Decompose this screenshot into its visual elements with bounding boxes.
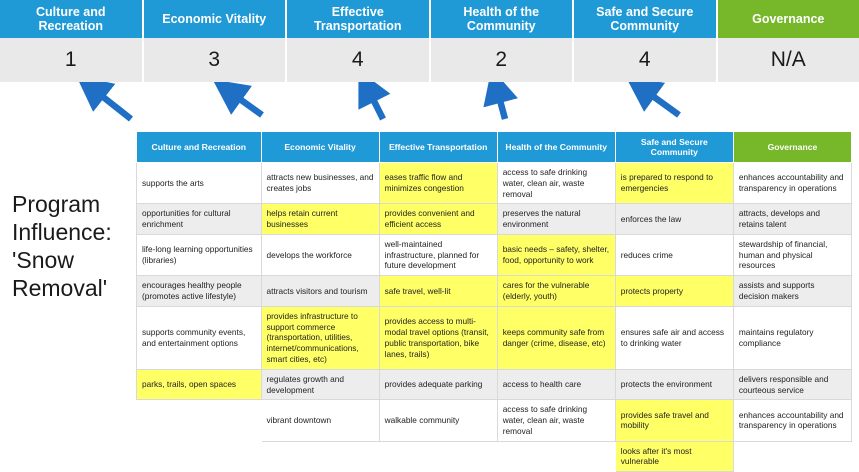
- matrix-cell: assists and supports decision makers: [733, 276, 851, 307]
- matrix-cell: vibrant downtown: [261, 400, 379, 441]
- score-culture-and-recreation: 1: [0, 38, 144, 82]
- matrix-cell: develops the workforce: [261, 234, 379, 275]
- arrows-layer: [0, 82, 859, 132]
- scorecard-header-culture-and-recreation[interactable]: [0, 0, 144, 38]
- matrix-cell: safe travel, well-lit: [379, 276, 497, 307]
- matrix-cell: protects the environment: [615, 369, 733, 400]
- scorecard-header-label: Governance: [752, 12, 824, 26]
- scorecard-header-label: Effective Transportation: [290, 5, 426, 34]
- matrix-cell: is prepared to respond to emergencies: [615, 163, 733, 204]
- matrix-cell: basic needs – safety, shelter, food, opportunity to work: [497, 234, 615, 275]
- matrix-cell: enforces the law: [615, 204, 733, 235]
- matrix-cell-empty: [137, 441, 262, 472]
- scorecard-header-governance[interactable]: [718, 0, 859, 38]
- matrix-cell: keeps community safe from danger (crime, disease, etc): [497, 306, 615, 369]
- matrix-cell: enhances accountability and transparency in operations: [733, 400, 851, 441]
- matrix-cell: attracts new businesses, and creates jobs: [261, 163, 379, 204]
- influence-matrix-wrapper: [136, 131, 852, 472]
- score-economic-vitality: 3: [144, 38, 288, 82]
- matrix-cell: provides adequate parking: [379, 369, 497, 400]
- scorecard-header-health-of-the-community[interactable]: [431, 0, 575, 38]
- matrix-cell: reduces crime: [615, 234, 733, 275]
- matrix-cell: cares for the vulnerable (elderly, youth): [497, 276, 615, 307]
- matrix-cell: maintains regulatory compliance: [733, 306, 851, 369]
- matrix-cell: provides safe travel and mobility: [615, 400, 733, 441]
- matrix-header-economic-vitality[interactable]: Economic Vitality: [261, 132, 379, 163]
- matrix-body: [137, 163, 852, 472]
- matrix-cell: looks after it's most vulnerable: [615, 441, 733, 472]
- scorecard-header-row: [0, 0, 859, 38]
- matrix-cell: attracts, develops and retains talent: [733, 204, 851, 235]
- matrix-cell: access to safe drinking water, clean air, waste removal: [497, 163, 615, 204]
- matrix-cell: walkable community: [379, 400, 497, 441]
- matrix-header-safe-and-secure-community[interactable]: Safe and Secure Community: [615, 132, 733, 163]
- influence-arrow-3: [368, 89, 383, 119]
- scorecard-header-label: Economic Vitality: [162, 12, 266, 26]
- influence-arrow-4: [497, 89, 505, 119]
- matrix-cell: stewardship of financial, human and physical resources: [733, 234, 851, 275]
- matrix-cell: preserves the natural environment: [497, 204, 615, 235]
- table-row: [137, 163, 852, 204]
- score-governance: N/A: [718, 38, 859, 82]
- influence-arrow-1: [93, 89, 131, 119]
- scorecard-header-effective-transportation[interactable]: [287, 0, 431, 38]
- score-effective-transportation: 4: [287, 38, 431, 82]
- matrix-cell: opportunities for cultural enrichment: [137, 204, 262, 235]
- matrix-cell: eases traffic flow and minimizes congestion: [379, 163, 497, 204]
- matrix-cell: well-maintained infrastructure, planned for future development: [379, 234, 497, 275]
- score-health-of-the-community: 2: [431, 38, 575, 82]
- scorecard-header-label: Culture and Recreation: [3, 5, 139, 34]
- score-safe-and-secure-community: 4: [574, 38, 718, 82]
- matrix-cell: delivers responsible and courteous service: [733, 369, 851, 400]
- influence-arrow-5: [643, 89, 679, 115]
- matrix-header-culture-and-recreation[interactable]: Culture and Recreation: [137, 132, 262, 163]
- matrix-cell-empty: [379, 441, 497, 472]
- table-row: [137, 234, 852, 275]
- scorecard-header-economic-vitality[interactable]: [144, 0, 288, 38]
- table-row: [137, 204, 852, 235]
- matrix-cell: access to safe drinking water, clean air, waste removal: [497, 400, 615, 441]
- matrix-header-health-of-the-community[interactable]: Health of the Community: [497, 132, 615, 163]
- matrix-cell: supports the arts: [137, 163, 262, 204]
- matrix-cell: provides convenient and efficient access: [379, 204, 497, 235]
- scorecard-header-safe-and-secure-community[interactable]: [574, 0, 718, 38]
- matrix-cell: provides infrastructure to support commerce (transportation, utilities, internet/communications, smart cities, etc): [261, 306, 379, 369]
- table-row: [137, 369, 852, 400]
- matrix-cell: access to health care: [497, 369, 615, 400]
- matrix-cell: ensures safe air and access to drinking water: [615, 306, 733, 369]
- scorecard-header-label: Health of the Community: [434, 5, 570, 34]
- matrix-header-row: [137, 132, 852, 163]
- matrix-header-governance[interactable]: Governance: [733, 132, 851, 163]
- scorecard-header-label: Safe and Secure Community: [577, 5, 713, 34]
- matrix-cell: enhances accountability and transparency in operations: [733, 163, 851, 204]
- table-row: [137, 306, 852, 369]
- table-row: [137, 276, 852, 307]
- matrix-cell: regulates growth and development: [261, 369, 379, 400]
- matrix-cell-empty: [497, 441, 615, 472]
- matrix-header-effective-transportation[interactable]: Effective Transportation: [379, 132, 497, 163]
- scorecard-score-row: [0, 38, 859, 82]
- matrix-cell: life-long learning opportunities (libraries): [137, 234, 262, 275]
- program-influence-caption: Program Influence: 'Snow Removal': [12, 190, 132, 302]
- matrix-cell-empty: [261, 441, 379, 472]
- matrix-cell: encourages healthy people (promotes active lifestyle): [137, 276, 262, 307]
- matrix-cell-empty: [137, 400, 262, 441]
- matrix-cell: attracts visitors and tourism: [261, 276, 379, 307]
- scorecard-header-strip: [0, 0, 859, 82]
- matrix-cell: helps retain current businesses: [261, 204, 379, 235]
- table-row: [137, 400, 852, 441]
- matrix-cell-empty: [733, 441, 851, 472]
- matrix-cell: provides access to multi-modal travel options (transit, public transportation, bike lanes, trails): [379, 306, 497, 369]
- table-row: [137, 441, 852, 472]
- influence-arrow-2: [230, 92, 262, 115]
- matrix-cell: supports community events, and entertainment options: [137, 306, 262, 369]
- matrix-cell: protects property: [615, 276, 733, 307]
- influence-matrix: [136, 131, 852, 472]
- matrix-cell: parks, trails, open spaces: [137, 369, 262, 400]
